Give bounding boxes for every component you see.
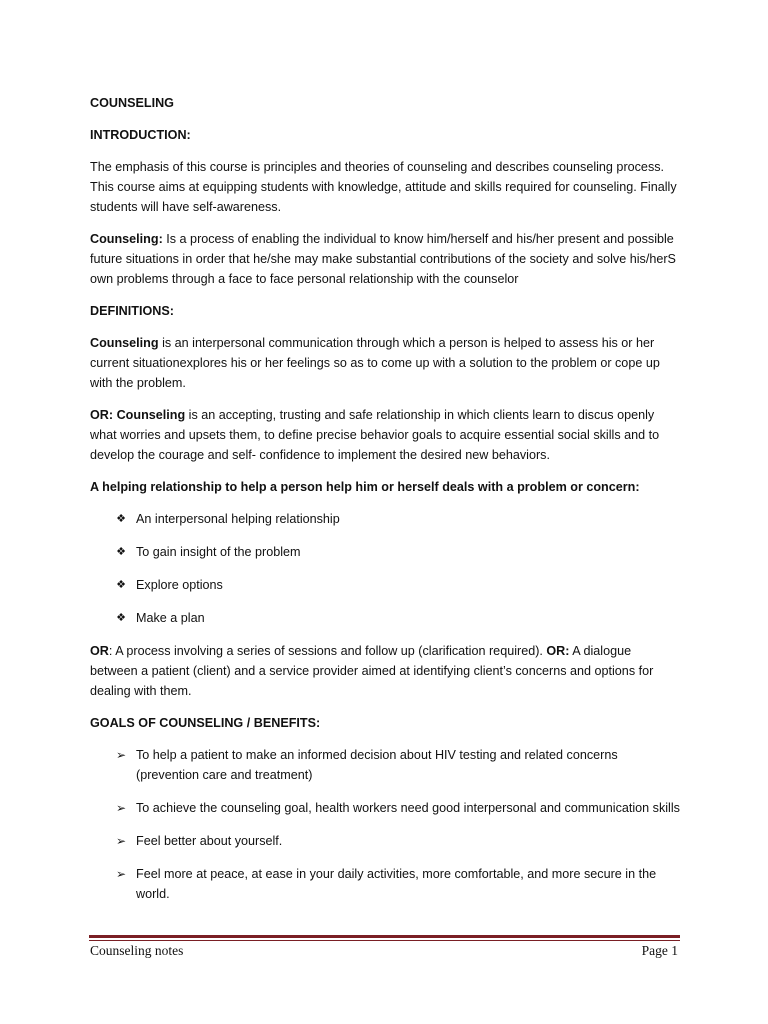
footer-rule-thick [89,935,680,938]
diamond-bullet-icon: ❖ [116,513,126,525]
list-item [90,864,682,904]
list-item [90,608,682,628]
introduction-heading: INTRODUCTION: [90,128,191,142]
definitions-heading: DEFINITIONS: [90,304,174,318]
list-item-text: An interpersonal helping relationship [136,512,340,526]
list-item-text: To gain insight of the problem [136,545,301,559]
list-item-text: Make a plan [136,611,205,625]
diamond-bullet-icon: ❖ [116,579,126,591]
list-item-text: Explore options [136,578,223,592]
footer-rule-thin [89,940,680,941]
list-item-text: Feel better about yourself. [136,834,283,848]
definition-1-text: is an interpersonal communication through which a person is helped to assess his or her current situationexplores his or her feelings so as to come up with a solution to the problem or cope up with the problem. [90,336,660,390]
counseling-definition-label: Counseling: [90,232,163,246]
arrow-bullet-icon: ➢ [115,834,127,848]
or-label-1: OR [90,644,109,658]
goals-list [90,745,682,904]
page-number: Page 1 [641,943,678,958]
list-item [90,745,682,785]
list-item-text: To help a patient to make an informed decision about HIV testing and related concerns (prevention care and treatment) [136,748,618,782]
helping-relationship-list [90,509,682,628]
list-item-text: Feel more at peace, at ease in your daily activities, more comfortable, and more secure in the world. [136,867,657,901]
diamond-bullet-icon: ❖ [116,612,126,624]
definition-2-paragraph [90,405,682,465]
document-title: COUNSELING [90,96,174,110]
arrow-bullet-icon: ➢ [115,867,127,881]
or-text-1: : A process involving a series of sessions and follow up (clarification required). [108,644,547,658]
or-label-2: OR: [546,644,570,658]
footer-title: Counseling notes [90,943,184,958]
counseling-definition-text: Is a process of enabling the individual to know him/herself and his/her present and possible future situations in order that he/she may make substantial contributions of the society and solve his/herS own problems through a face to face personal relationship with the counselor [90,232,676,286]
arrow-bullet-icon: ➢ [115,801,127,815]
definition-1-paragraph [90,333,682,393]
helping-relationship-heading: A helping relationship to help a person help him or herself deals with a problem or concern: [90,480,640,494]
definition-2-label: OR: Counseling [90,408,186,422]
list-item [90,575,682,595]
page-footer [90,943,678,959]
definition-1-label: Counseling [90,336,159,350]
counseling-definition-paragraph [90,229,682,289]
list-item-text: To achieve the counseling goal, health workers need good interpersonal and communication skills [136,801,680,815]
list-item [90,509,682,529]
or-text-2: A dialogue between a patient (client) and a service provider aimed at identifying client’s concerns and options for dealing with them. [90,644,654,698]
diamond-bullet-icon: ❖ [116,546,126,558]
list-item [90,831,682,851]
document-body [90,93,682,917]
or-dialogue-paragraph [90,641,682,701]
introduction-paragraph: The emphasis of this course is principles and theories of counseling and describes counseling process. This course aims at equipping students with knowledge, attitude and skills required for counseling. Finally students will have self-awareness. [90,160,677,214]
definition-2-text: is an accepting, trusting and safe relationship in which clients learn to discus openly what worries and upsets them, to define precise behavior goals to acquire essential social skills and to develop the courage and self- confidence to implement the desired new behaviors. [90,408,660,462]
goals-heading: GOALS OF COUNSELING / BENEFITS: [90,716,321,730]
list-item [90,798,682,818]
list-item [90,542,682,562]
arrow-bullet-icon: ➢ [115,748,127,762]
